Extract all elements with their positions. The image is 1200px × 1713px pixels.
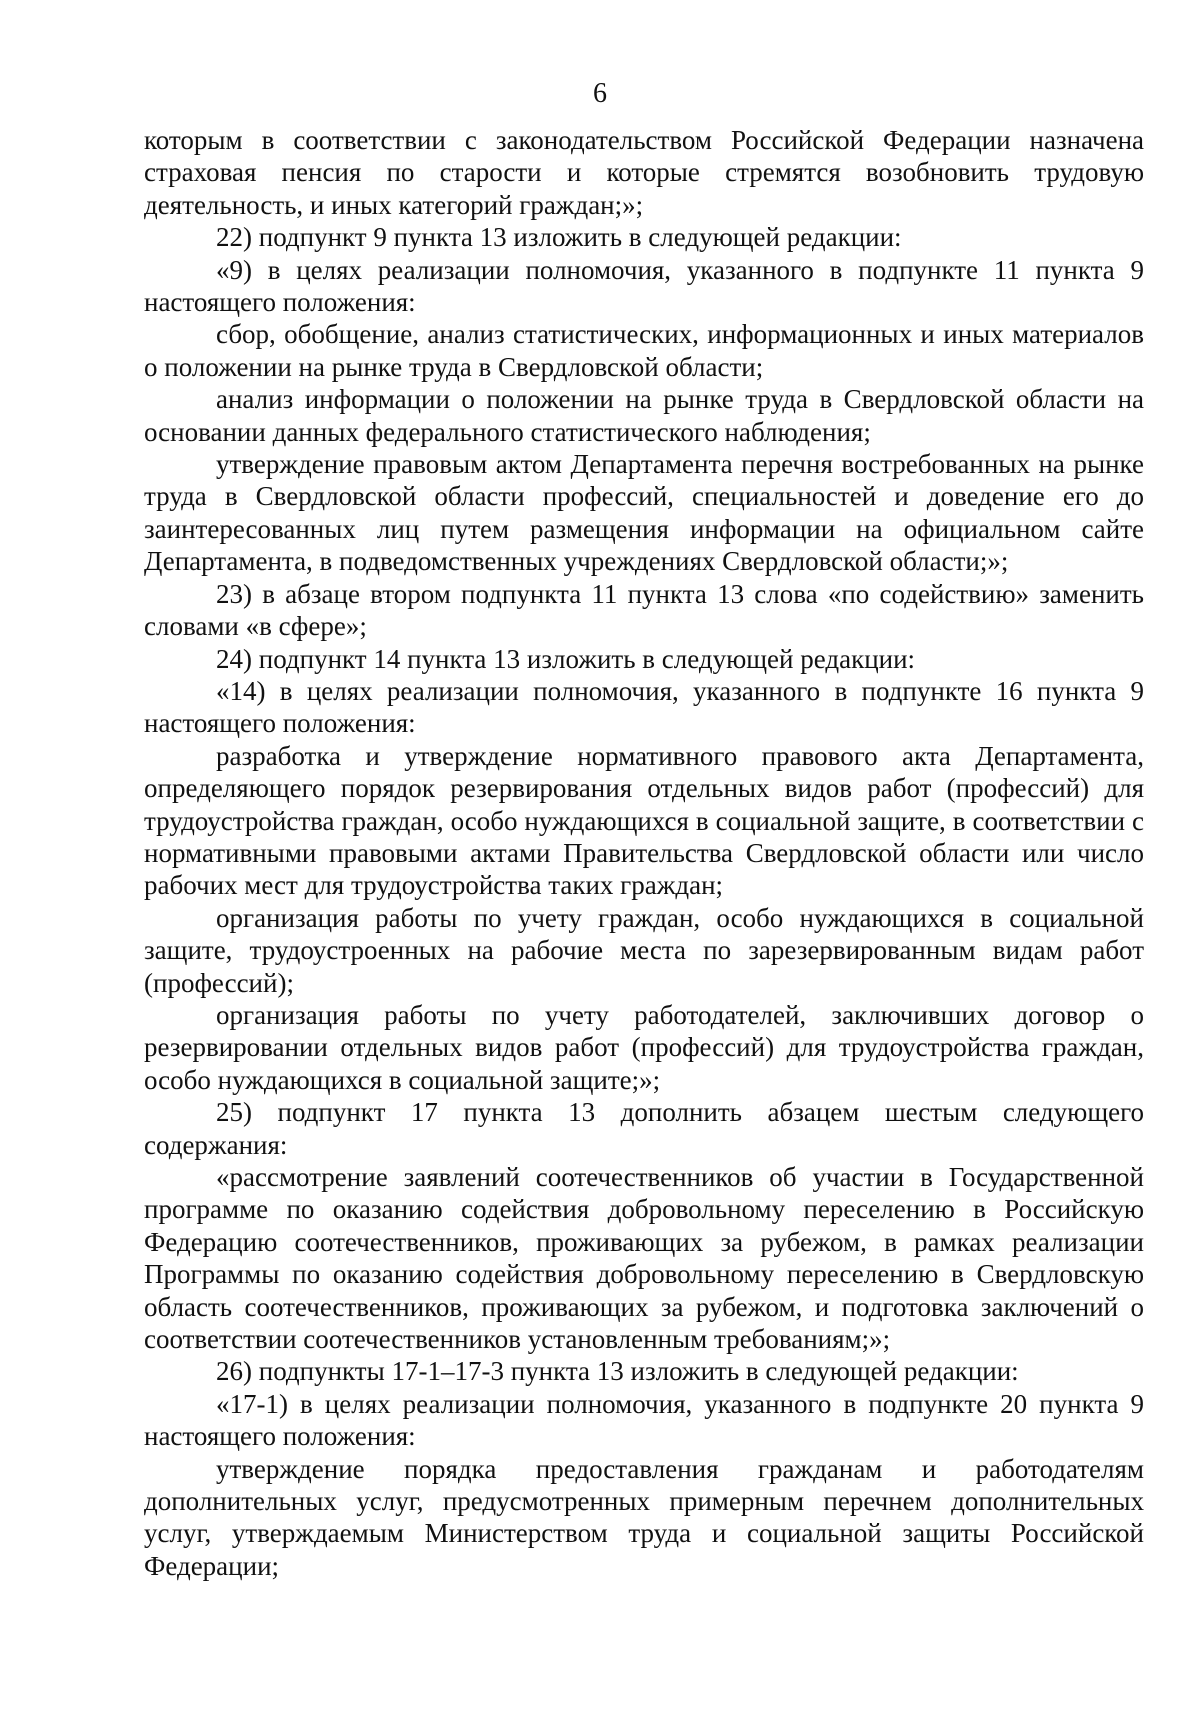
paragraph-item-25: 25) подпункт 17 пункта 13 дополнить абзацем шестым следующего содержания: [144, 1097, 1144, 1160]
paragraph-subitem-9: «9) в целях реализации полномочия, указанного в подпункте 11 пункта 9 настоящего положения: [144, 254, 1144, 318]
paragraph-analysis-labor-market: анализ информации о положении на рынке труда в Свердловской области на основании данных федерального статистического наблюдения; [144, 384, 1144, 447]
paragraph-continuation: которым в соответствии с законодательством Российской Федерации назначена страховая пенсия по старости и которые стремятся возобновить трудовую деятельность, и иных категорий граждан;»; [144, 125, 1144, 220]
paragraph-employers-accounting: организация работы по учету работодателей, заключивших договор о резервировании отдельных видов работ (профессий) для трудоустройства граждан, особо нуждающихся в социальной защите;»; [144, 999, 1144, 1095]
paragraph-item-24: 24) подпункт 14 пункта 13 изложить в следующей редакции: [216, 643, 916, 674]
page-number: 6 [593, 78, 607, 109]
paragraph-compatriots-applications: «рассмотрение заявлений соотечественников об участии в Государственной программе по оказанию содействия добровольному переселению в Российскую Федерацию соотечественников, проживающих за рубежом, в рамках реализации Программы по оказанию содействия добровольному переселению в Свердловскую область соотечественников, проживающих за рубежом, и подготовка заключений о соответствии соотечественников установленным требованиям;»; [144, 1162, 1144, 1355]
paragraph-development-normative-act: разработка и утверждение нормативного правового акта Департамента, определяющего порядок резервирования отдельных видов работ (профессий) для трудоустройства граждан, особо нуждающихся в социальной защите, в соответствии с нормативными правовыми актами Правительства Свердловской области или число рабочих мест для трудоустройства таких граждан; [144, 740, 1144, 901]
document-body [144, 124, 1144, 1582]
paragraph-subitem-14: «14) в целях реализации полномочия, указанного в подпункте 16 пункта 9 настоящего положения: [144, 675, 1144, 739]
paragraph-approval-additional-services: утверждение порядка предоставления гражданам и работодателям дополнительных услуг, предусмотренных примерным перечнем дополнительных услуг, утверждаемым Министерством труда и социальной защиты Российской Федерации; [144, 1453, 1144, 1581]
paragraph-subitem-17-1: «17-1) в целях реализации полномочия, указанного в подпункте 20 пункта 9 настоящего положения: [144, 1388, 1144, 1452]
paragraph-collection-statistics: сбор, обобщение, анализ статистических, информационных и иных материалов о положении на рынке труда в Свердловской области; [144, 319, 1144, 382]
paragraph-item-22: 22) подпункт 9 пункта 13 изложить в следующей редакции: [216, 222, 902, 253]
paragraph-approval-list-professions: утверждение правовым актом Департамента перечня востребованных на рынке труда в Свердловской области профессий, специальностей и доведение его до заинтересованных лиц путем размещения информации на официальном сайте Департамента, в подведомственных учреждениях Свердловской области;»; [144, 449, 1144, 577]
paragraph-item-23: 23) в абзаце втором подпункта 11 пункта 13 слова «по содействию» заменить словами «в сфере»; [144, 578, 1144, 642]
paragraph-item-26: 26) подпункты 17-1–17-3 пункта 13 изложить в следующей редакции: [216, 1356, 1019, 1387]
paragraph-citizens-accounting: организация работы по учету граждан, особо нуждающихся в социальной защите, трудоустроенных на рабочие места по зарезервированным видам работ (профессий); [144, 902, 1144, 998]
